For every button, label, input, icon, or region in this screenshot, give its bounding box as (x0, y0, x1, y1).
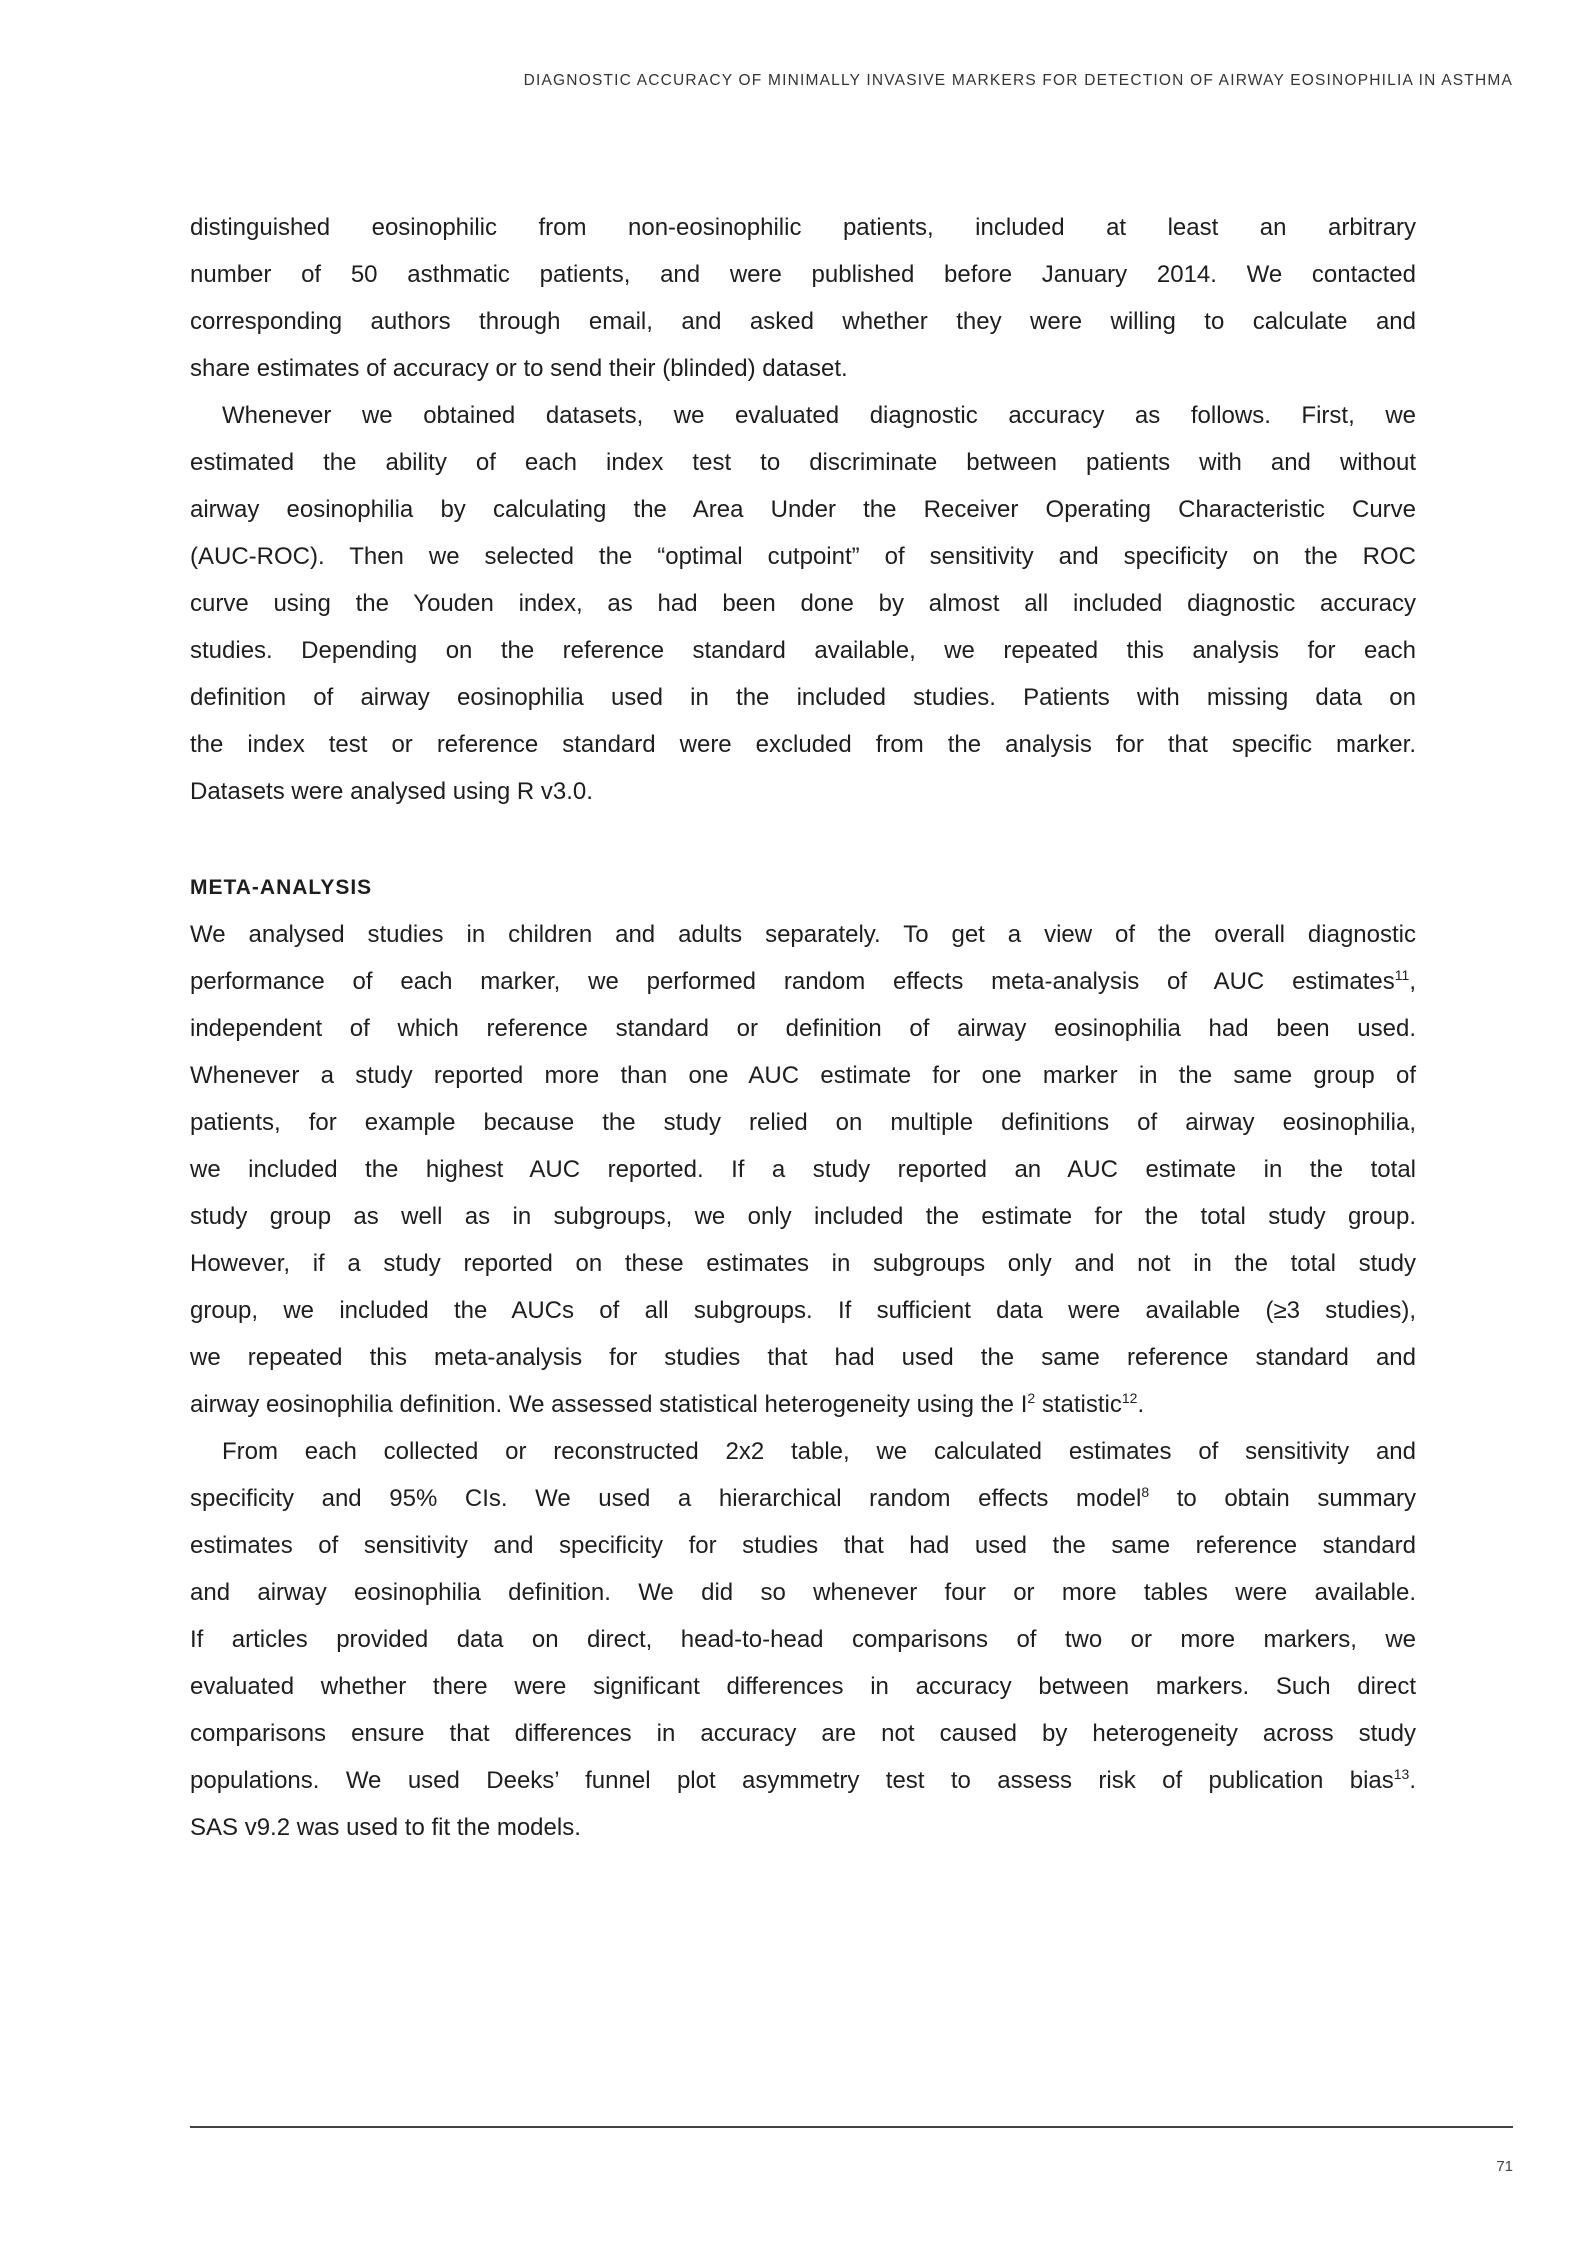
text-segment: independent of which reference standard or definition of airway eosinophilia had been used. (190, 1015, 1416, 1042)
text-segment: to obtain summary (1149, 1485, 1416, 1512)
text-segment: Whenever we obtained datasets, we evaluated diagnostic accuracy as follows. First, we (222, 402, 1416, 429)
text-segment: airway eosinophilia definition. We assessed statistical heterogeneity using the I (190, 1391, 1028, 1418)
text-segment: airway eosinophilia by calculating the Area Under the Receiver Operating Characteristic Curve (190, 496, 1416, 523)
text-segment: and airway eosinophilia definition. We did so whenever four or more tables were available. (190, 1579, 1416, 1606)
citation-superscript: 13 (1393, 1766, 1410, 1782)
text-line (190, 1804, 1416, 1851)
text-segment: study group as well as in subgroups, we only included the estimate for the total study group. (190, 1203, 1416, 1230)
text-segment: . (1137, 1391, 1145, 1418)
text-line (190, 1005, 1416, 1052)
citation-superscript: 12 (1121, 1390, 1138, 1406)
text-line (190, 768, 1416, 815)
text-segment: populations. We used Deeks’ funnel plot asymmetry test to assess risk of publication bias (190, 1767, 1394, 1794)
paragraph (190, 204, 1416, 392)
text-segment: We analysed studies in children and adults separately. To get a view of the overall diagnostic (190, 921, 1416, 948)
text-line (190, 627, 1416, 674)
text-segment: SAS v9.2 was used to fit the models. (190, 1814, 581, 1841)
text-line (190, 1428, 1416, 1475)
text-segment: performance of each marker, we performed random effects meta-analysis of AUC estimates (190, 968, 1395, 995)
text-segment: However, if a study reported on these estimates in subgroups only and not in the total study (190, 1250, 1416, 1277)
text-segment: , (1409, 968, 1416, 995)
text-line (190, 721, 1416, 768)
text-line (190, 251, 1416, 298)
text-line (190, 1334, 1416, 1381)
section-heading: META-ANALYSIS (190, 876, 373, 899)
footer-divider (190, 2126, 1513, 2128)
text-segment: estimates of sensitivity and specificity for studies that had used the same reference standard (190, 1532, 1416, 1559)
text-segment: patients, for example because the study relied on multiple definitions of airway eosinophilia, (190, 1109, 1416, 1136)
text-line (190, 1146, 1416, 1193)
running-header: DIAGNOSTIC ACCURACY OF MINIMALLY INVASIVE MARKERS FOR DETECTION OF AIRWAY EOSINOPHILIA IN ASTHMA (523, 72, 1513, 89)
text-line (190, 958, 1416, 1005)
text-segment: distinguished eosinophilic from non-eosinophilic patients, included at least an arbitrary (190, 214, 1416, 241)
text-line (190, 1381, 1416, 1428)
page-number: 71 (1496, 2158, 1513, 2175)
text-segment: group, we included the AUCs of all subgroups. If sufficient data were available (≥3 studies), (190, 1297, 1416, 1324)
text-segment: From each collected or reconstructed 2x2 table, we calculated estimates of sensitivity and (222, 1438, 1416, 1465)
text-line (190, 1522, 1416, 1569)
paragraph (190, 392, 1416, 815)
text-line (190, 204, 1416, 251)
text-segment: If articles provided data on direct, head-to-head comparisons of two or more markers, we (190, 1626, 1416, 1653)
text-line (190, 1240, 1416, 1287)
text-line (190, 1052, 1416, 1099)
text-line (190, 345, 1416, 392)
citation-superscript: 8 (1141, 1484, 1150, 1500)
text-segment: statistic (1035, 1391, 1122, 1418)
text-segment: Whenever a study reported more than one AUC estimate for one marker in the same group of (190, 1062, 1416, 1089)
paragraph (190, 911, 1416, 1428)
text-segment: specificity and 95% CIs. We used a hierarchical random effects model (190, 1485, 1142, 1512)
text-line (190, 533, 1416, 580)
citation-superscript: 2 (1027, 1390, 1036, 1406)
text-segment: definition of airway eosinophilia used in the included studies. Patients with missing data on (190, 684, 1416, 711)
text-line (190, 486, 1416, 533)
text-line (190, 1287, 1416, 1334)
text-line (190, 1757, 1416, 1804)
document-body (190, 204, 1416, 1851)
text-line (190, 1710, 1416, 1757)
text-line (190, 911, 1416, 958)
text-line (190, 674, 1416, 721)
text-line (190, 298, 1416, 345)
text-segment: evaluated whether there were significant differences in accuracy between markers. Such direct (190, 1673, 1416, 1700)
paragraph (190, 1428, 1416, 1851)
text-segment: (AUC-ROC). Then we selected the “optimal cutpoint” of sensitivity and specificity on the ROC (190, 543, 1416, 570)
citation-superscript: 11 (1394, 967, 1410, 983)
text-segment: the index test or reference standard were excluded from the analysis for that specific marker. (190, 731, 1416, 758)
text-segment: we included the highest AUC reported. If a study reported an AUC estimate in the total (190, 1156, 1416, 1183)
text-line (190, 1616, 1416, 1663)
text-line (190, 1099, 1416, 1146)
text-segment: share estimates of accuracy or to send their (blinded) dataset. (190, 355, 848, 382)
text-line (190, 1193, 1416, 1240)
text-line (190, 1663, 1416, 1710)
text-segment: estimated the ability of each index test to discriminate between patients with and without (190, 449, 1416, 476)
text-line (190, 439, 1416, 486)
text-line (190, 1569, 1416, 1616)
text-segment: studies. Depending on the reference standard available, we repeated this analysis for each (190, 637, 1416, 664)
text-segment: . (1409, 1767, 1416, 1794)
text-segment: corresponding authors through email, and asked whether they were willing to calculate and (190, 308, 1416, 335)
text-segment: Datasets were analysed using R v3.0. (190, 778, 593, 805)
text-segment: comparisons ensure that differences in accuracy are not caused by heterogeneity across study (190, 1720, 1416, 1747)
text-segment: curve using the Youden index, as had been done by almost all included diagnostic accuracy (190, 590, 1416, 617)
text-line (190, 392, 1416, 439)
text-line (190, 1475, 1416, 1522)
text-line (190, 580, 1416, 627)
text-segment: number of 50 asthmatic patients, and were published before January 2014. We contacted (190, 261, 1416, 288)
text-segment: we repeated this meta-analysis for studies that had used the same reference standard and (190, 1344, 1416, 1371)
